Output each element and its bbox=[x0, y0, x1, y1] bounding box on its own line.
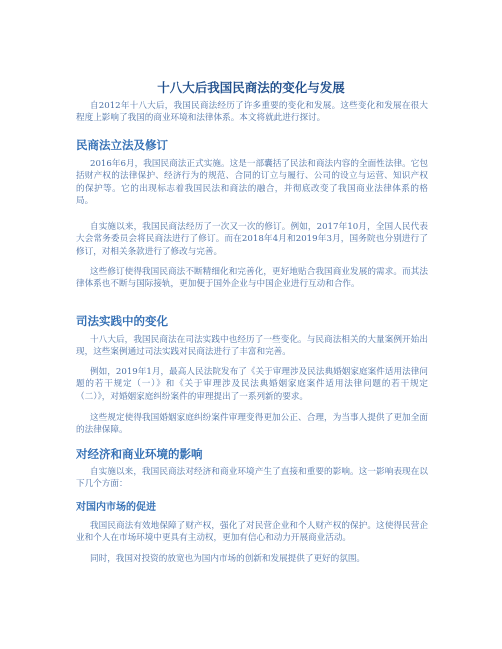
intro-paragraph: 自2012年十八大后，我国民商法经历了许多重要的变化和发展。这些变化和发展在很大程度上影响了我国的商业环境和法律体系。本文将就此进行探讨。 bbox=[76, 101, 428, 124]
document-title: 十八大后我国民商法的变化与发展 bbox=[157, 80, 345, 95]
section-judicial-paragraph: 这些规定使得我国婚姻家庭纠纷案件审理变得更加公正、合理，为当事人提供了更加全面的法律保障。 bbox=[76, 413, 428, 436]
section-judicial-paragraph: 十八大后，我国民商法在司法实践中也经历了一些变化。与民商法相关的大量案例开始出现，这些案例通过司法实践对民商法进行了丰富和完善。 bbox=[76, 335, 428, 358]
section-heading-legislation: 民商法立法及修订 bbox=[76, 138, 168, 152]
section-legislation-paragraph: 2016年6月，我国民商法正式实施。这是一部囊括了民法和商法内容的全面性法律。它包括财产权的法律保护、经济行为的规范、合同的订立与履行、公司的设立与运营、知识产权的保护等。它的出现标志着我国民法和商法的融合，并彻底改变了我国商业法律体系的格局。 bbox=[76, 159, 428, 207]
section-heading-judicial: 司法实践中的变化 bbox=[76, 314, 168, 328]
subsection-domestic-market-paragraph: 同时，我国对投资的放宽也为国内市场的创新和发展提供了更好的氛围。 bbox=[90, 554, 366, 564]
section-economy-paragraph: 自实施以来，我国民商法对经济和商业环境产生了直接和重要的影响。这一影响表现在以下几个方面： bbox=[76, 467, 428, 490]
subsection-domestic-market-paragraph: 我国民商法有效地保障了财产权，强化了对民营企业和个人财产权的保护。这使得民营企业和个人在市场环境中更具有主动权，更加有信心和动力开展商业活动。 bbox=[76, 521, 428, 544]
section-judicial-paragraph: 例如，2019年1月，最高人民法院发布了《关于审理涉及民法典婚姻家庭案件适用法律问题的若干规定（一）》和《关于审理涉及民法典婚姻家庭案件适用法律问题的若干规定（二）》，对婚姻家庭纠纷案件的审理提出了一系列新的要求。 bbox=[76, 367, 428, 402]
section-legislation-paragraph: 这些修订使得我国民商法不断精细化和完善化，更好地贴合我国商业发展的需求。而其法律体系也不断与国际接轨，更加便于国外企业与中国企业进行互动和合作。 bbox=[76, 267, 428, 290]
section-legislation-paragraph: 自实施以来，我国民商法经历了一次又一次的修订。例如，2017年10月，全国人民代表大会常务委员会将民商法进行了修订。而在2018年4月和2019年3月，国务院也分别进行了修订，对相关条款进行了修改与完善。 bbox=[76, 222, 428, 257]
subsection-heading-domestic-market: 对国内市场的促进 bbox=[76, 502, 156, 513]
section-heading-economy: 对经济和商业环境的影响 bbox=[76, 447, 203, 461]
